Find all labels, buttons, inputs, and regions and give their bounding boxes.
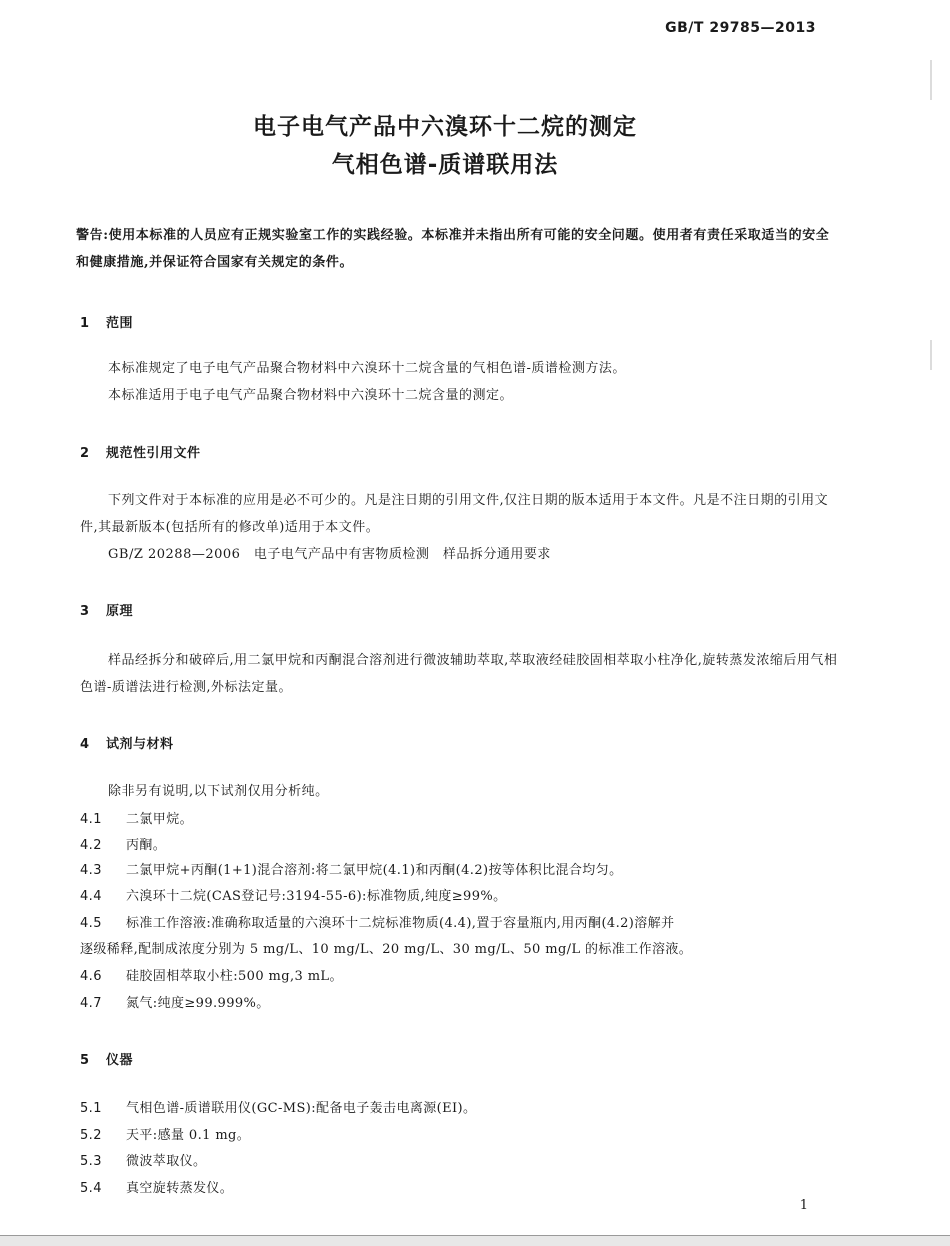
reagent-item [80,883,850,910]
section-title: 试剂与材料 [106,737,174,752]
section-4-heading [80,733,174,752]
item-number: 4.5 [80,916,102,931]
section-number: 2 [80,446,90,461]
item-text: 二氯甲烷。 [126,812,194,827]
principle-paragraph: 样品经拆分和破碎后,用二氯甲烷和丙酮混合溶剂进行微波辅助萃取,萃取液经硅胶固相萃取小柱净化,旋转蒸发浓缩后用气相色谱-质谱法进行检测,外标法定量。 [80,653,838,695]
page-number: 1 [799,1198,808,1213]
instrument-item [80,1148,850,1175]
reagent-item [80,806,850,833]
section-3-heading [80,600,133,619]
section-number: 5 [80,1053,90,1068]
scan-edge-mark [930,340,932,370]
item-number: 5.2 [80,1128,102,1143]
item-text: 二氯甲烷+丙酮(1+1)混合溶剂:将二氯甲烷(4.1)和丙酮(4.2)按等体积比混合均匀。 [126,863,623,878]
reagent-item-continuation: 逐级稀释,配制成浓度分别为 5 mg/L、10 mg/L、20 mg/L、30 mg/L、50 mg/L 的标准工作溶液。 [80,942,693,957]
item-text: 标准工作溶液:准确称取适量的六溴环十二烷标准物质(4.4),置于容量瓶内,用丙酮(4.2)溶解并 [126,916,675,931]
item-number: 5.1 [80,1101,102,1116]
section-title: 原理 [106,604,134,619]
instrument-item [80,1122,850,1149]
standard-code: GB/T 29785—2013 [665,20,816,36]
item-number: 4.4 [80,889,102,904]
reagent-item [80,963,850,990]
reagent-item [80,990,850,1017]
reagent-item [80,832,850,859]
section-title: 范围 [106,316,134,331]
reagent-item [80,910,850,937]
item-number: 4.6 [80,969,102,984]
section-number: 3 [80,604,90,619]
item-text: 丙酮。 [126,838,167,853]
item-number: 5.3 [80,1154,102,1169]
section-title: 规范性引用文件 [106,446,201,461]
section-2-heading [80,442,201,461]
section-title: 仪器 [106,1053,134,1068]
scope-paragraph-2: 本标准适用于电子电气产品聚合物材料中六溴环十二烷含量的测定。 [108,388,514,403]
instrument-item [80,1095,850,1122]
item-number: 4.1 [80,812,102,827]
item-text: 氮气:纯度≥99.999%。 [126,996,270,1011]
section-number: 1 [80,316,90,331]
scan-edge-mark [930,60,932,100]
section-1-heading [80,312,133,331]
item-number: 4.3 [80,863,102,878]
item-text: 微波萃取仪。 [126,1154,207,1169]
document-title: 电子电气产品中六溴环十二烷的测定 [253,114,637,140]
section-number: 4 [80,737,90,752]
item-text: 六溴环十二烷(CAS登记号:3194-55-6):标准物质,纯度≥99%。 [126,889,507,904]
reagents-intro: 除非另有说明,以下试剂仅用分析纯。 [108,784,329,799]
reference-entry: GB/Z 20288—2006 电子电气产品中有害物质检测 样品拆分通用要求 [108,547,551,562]
item-text: 天平:感量 0.1 mg。 [126,1128,251,1143]
item-number: 4.7 [80,996,102,1011]
item-text: 气相色谱-质谱联用仪(GC-MS):配备电子轰击电离源(EI)。 [126,1101,477,1116]
item-text: 真空旋转蒸发仪。 [126,1181,234,1196]
reagent-item [80,857,850,884]
instrument-item [80,1175,850,1202]
scope-paragraph-1: 本标准规定了电子电气产品聚合物材料中六溴环十二烷含量的气相色谱-质谱检测方法。 [108,361,626,376]
references-paragraph: 下列文件对于本标准的应用是必不可少的。凡是注日期的引用文件,仅注日期的版本适用于本文件。凡是不注日期的引用文件,其最新版本(包括所有的修改单)适用于本文件。 [80,493,829,535]
item-text: 硅胶固相萃取小柱:500 mg,3 mL。 [126,969,343,984]
section-5-heading [80,1049,133,1068]
item-number: 4.2 [80,838,102,853]
scan-bottom-edge [0,1235,950,1246]
warning-paragraph: 警告:使用本标准的人员应有正规实验室工作的实践经验。本标准并未指出所有可能的安全问题。使用者有责任采取适当的安全和健康措施,并保证符合国家有关规定的条件。 [76,228,830,270]
document-subtitle: 气相色谱-质谱联用法 [331,152,559,178]
item-number: 5.4 [80,1181,102,1196]
